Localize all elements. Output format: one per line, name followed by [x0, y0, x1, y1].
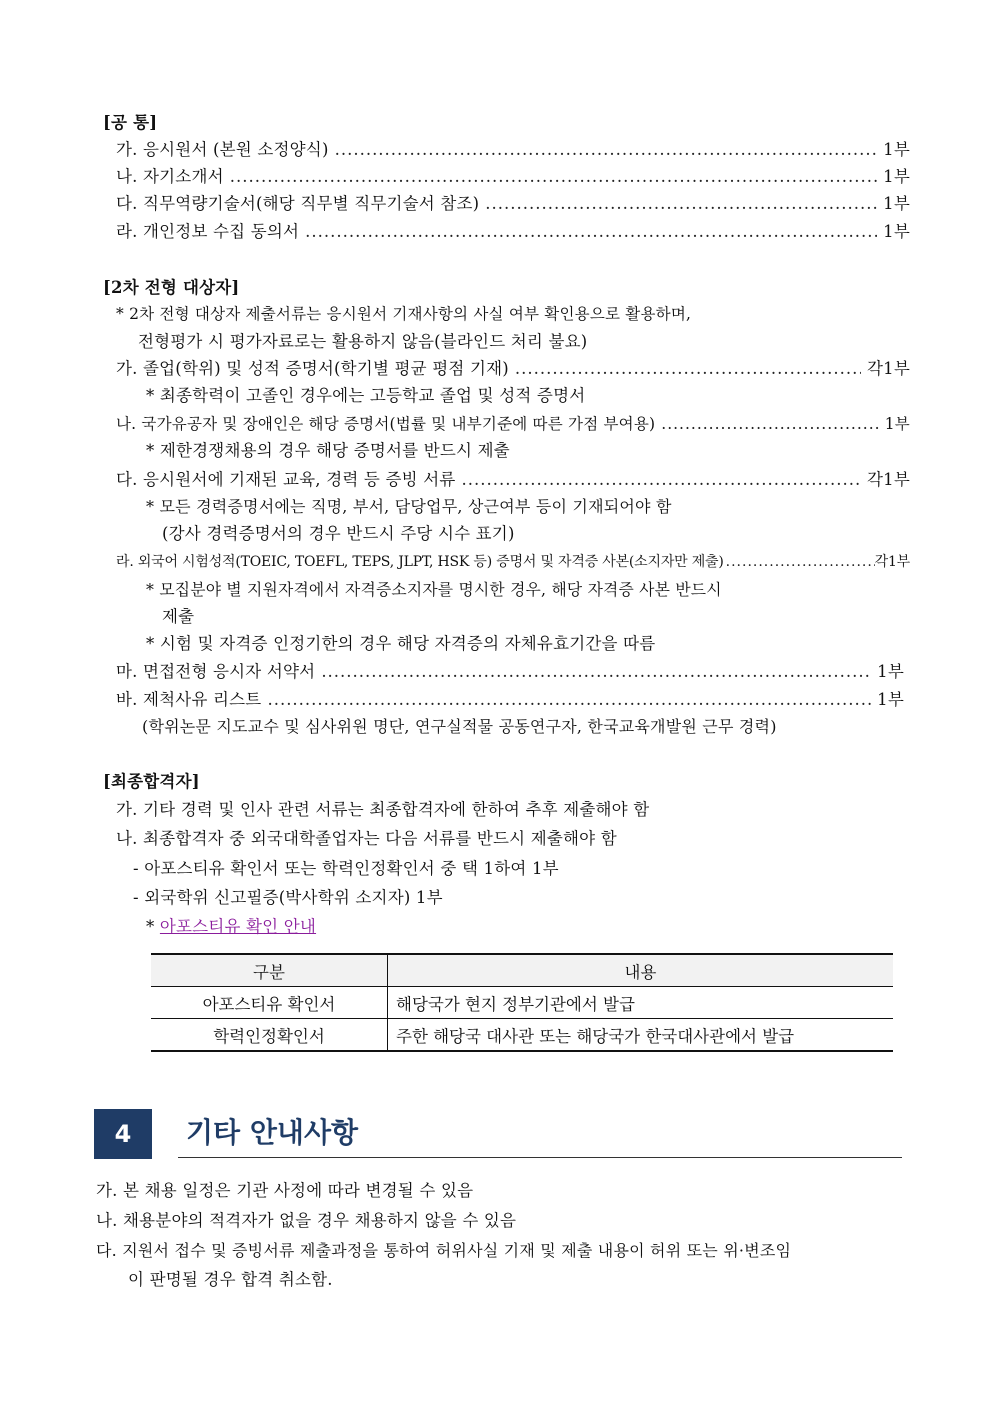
- section4-item-3: 다. 지원서 접수 및 증빙서류 제출과정을 통하여 허위사실 기재 및 제출 내용이 허위 또는 위·변조임: [96, 1241, 792, 1260]
- item-count: 1부: [883, 167, 910, 186]
- common-item-3: [116, 193, 910, 215]
- final-sub-1: - 아포스티유 확인서 또는 학력인정확인서 중 택 1하여 1부: [133, 859, 559, 878]
- asterisk-marker: *: [146, 917, 155, 936]
- second-note-1: * 2차 전형 대상자 제출서류는 응시원서 기재사항의 사실 여부 확인용으로 활용하며,: [116, 305, 692, 323]
- item-label: 가. 응시원서 (본원 소정양식): [116, 140, 329, 159]
- leader-dots: [462, 469, 862, 491]
- second-item-na-note: * 제한경쟁채용의 경우 해당 증명서를 반드시 제출: [146, 441, 510, 460]
- leader-dots: [321, 661, 871, 683]
- item-label: 바. 제척사유 리스트: [116, 690, 262, 709]
- item-count: 각1부: [874, 554, 910, 570]
- second-heading: [2차 전형 대상자]: [103, 278, 240, 297]
- item-label: 나. 자기소개서: [116, 167, 224, 186]
- second-item-ra: [116, 551, 910, 573]
- section-divider: [178, 1157, 902, 1158]
- table-cell: 주한 해당국 대사관 또는 해당국가 한국대사관에서 발급: [388, 1019, 894, 1052]
- item-count: 1부: [883, 194, 910, 213]
- second-item-ga: [116, 358, 910, 380]
- second-item-ra-note-1-cont: 제출: [162, 607, 195, 626]
- final-item-na: 나. 최종합격자 중 외국대학졸업자는 다음 서류를 반드시 제출해야 함: [116, 829, 617, 848]
- common-heading: [공 통]: [103, 113, 158, 132]
- table-cell: 해당국가 현지 정부기관에서 발급: [388, 987, 894, 1019]
- section4-item-2: 나. 채용분야의 적격자가 없을 경우 채용하지 않을 수 있음: [96, 1211, 517, 1230]
- second-item-ba: [116, 689, 904, 711]
- section4-item-1: 가. 본 채용 일정은 기관 사정에 따라 변경될 수 있음: [96, 1181, 474, 1200]
- table-row: [151, 1019, 893, 1052]
- item-count: 1부: [877, 662, 904, 681]
- leader-dots: [305, 221, 877, 243]
- second-item-ra-note-1-text: * 모집분야 별 지원자격에서 자격증소지자를 명시한 경우, 해당 자격증 사본 반드시: [146, 580, 722, 599]
- item-label: 라. 개인정보 수집 동의서: [116, 222, 300, 241]
- apostille-table: [151, 953, 893, 1052]
- item-label: 다. 직무역량기술서(해당 직무별 직무기술서 참조): [116, 194, 480, 213]
- leader-dots: [267, 689, 871, 711]
- item-count: 1부: [877, 690, 904, 709]
- section4-item-3-cont: 이 판명될 경우 합격 취소함.: [128, 1270, 333, 1289]
- section-number: 4: [114, 1120, 132, 1148]
- second-item-ra-note-2: * 시험 및 자격증 인정기한의 경우 해당 자격증의 자체유효기간을 따름: [146, 634, 656, 653]
- table-header-row: [151, 954, 893, 987]
- apostille-guide-row: [146, 916, 316, 938]
- item-label: 다. 응시원서에 기재된 교육, 경력 등 증빙 서류: [116, 470, 456, 489]
- leader-dots: [661, 413, 878, 435]
- section-number-badge: [94, 1109, 152, 1159]
- leader-dots: [230, 166, 877, 188]
- second-item-ga-note: * 최종학력이 고졸인 경우에는 고등학교 졸업 및 성적 증명서: [146, 386, 586, 405]
- final-heading: [최종합격자]: [103, 772, 200, 791]
- common-item-1: [116, 139, 910, 161]
- common-item-4: [116, 221, 910, 243]
- item-label: 나. 국가유공자 및 장애인은 해당 증명서(법률 및 내부기준에 따른 가점 부여용): [116, 415, 656, 433]
- second-note-2: 전형평가 시 평가자료로는 활용하지 않음(블라인드 처리 불요): [138, 332, 588, 351]
- item-count: 1부: [883, 222, 910, 241]
- final-sub-2: - 외국학위 신고필증(박사학위 소지자) 1부: [133, 888, 443, 907]
- table-cell: 학력인정확인서: [151, 1019, 388, 1052]
- leader-dots: [726, 551, 875, 573]
- leader-dots: [335, 139, 878, 161]
- table-header-category: 구분: [151, 954, 388, 987]
- second-item-ma: [116, 661, 904, 683]
- item-label: 가. 졸업(학위) 및 성적 증명서(학기별 평균 평점 기재): [116, 359, 509, 378]
- second-item-na: [116, 413, 910, 435]
- table-cell: 아포스티유 확인서: [151, 987, 388, 1019]
- apostille-guide-link[interactable]: 아포스티유 확인 안내: [159, 917, 317, 936]
- final-item-ga: 가. 기타 경력 및 인사 관련 서류는 최종합격자에 한하여 추후 제출해야 함: [116, 800, 650, 819]
- leader-dots: [515, 358, 861, 380]
- item-label: 라. 외국어 시험성적(TOEIC, TOEFL, TEPS, JLPT, HSK 등) 증명서 및 자격증 사본(소지자만 제출): [116, 554, 724, 570]
- item-count: 각1부: [867, 359, 910, 378]
- common-item-2: [116, 166, 910, 188]
- second-item-da: [116, 469, 910, 491]
- table-row: [151, 987, 893, 1019]
- leader-dots: [485, 193, 877, 215]
- second-item-ba-note: (학위논문 지도교수 및 심사위원 명단, 연구실적물 공동연구자, 한국교육개발원 근무 경력): [142, 717, 777, 736]
- second-item-da-note-2: (강사 경력증명서의 경우 반드시 주당 시수 표기): [162, 524, 515, 543]
- item-label: 마. 면접전형 응시자 서약서: [116, 662, 316, 681]
- second-item-da-note-1: * 모든 경력증명서에는 직명, 부서, 담당업무, 상근여부 등이 기재되어야 함: [146, 497, 672, 516]
- table-header-content: 내용: [388, 954, 894, 987]
- item-count: 1부: [883, 140, 910, 159]
- section-title: 기타 안내사항: [186, 1116, 359, 1149]
- item-count: 각1부: [867, 470, 910, 489]
- item-count: 1부: [884, 415, 910, 433]
